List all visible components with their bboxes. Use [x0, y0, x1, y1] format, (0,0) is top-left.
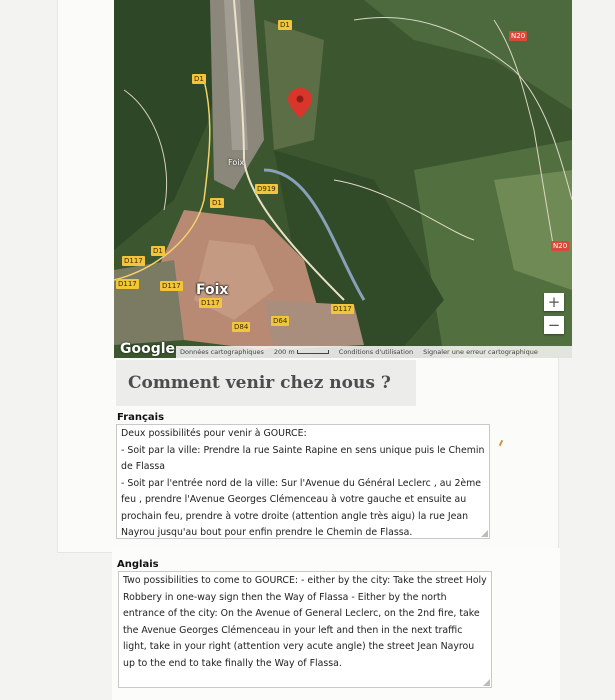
road-label: D117 [118, 280, 137, 288]
resize-handle-icon[interactable] [481, 530, 488, 537]
road-label: D64 [273, 317, 288, 325]
google-logo: Google [120, 341, 176, 357]
road-label: D1 [194, 75, 204, 83]
road-label: D84 [234, 323, 249, 331]
map-scale: 200 m [274, 348, 329, 356]
road-label: D919 [257, 185, 276, 193]
directions-line: Two possibilities to come to GOURCE: - either by the city: Take the street Holy Robbery in one-way sign then the Way of Flassa - Either by the north entrance of the city: On the Avenue of General Leclerc, on the 2nd fire, take the Avenue Georges Clémenceau in your left and then in the next traffic light, take in your right (attention very acute angle) the street Jean Nayrou up to the end to take finally the Way of Flassa. [123, 575, 487, 669]
map-data-credit[interactable]: Données cartographiques [180, 348, 264, 356]
road-label: D1 [280, 21, 290, 29]
national-road-label: N20 [553, 242, 568, 250]
road-label: D117 [333, 305, 352, 313]
map-footer [176, 346, 572, 358]
map-report-link[interactable]: Signaler une erreur cartographique [423, 348, 538, 356]
directions-line: Deux possibilités pour venir à GOURCE: [121, 428, 307, 439]
section-label-french: Français [117, 412, 165, 423]
resize-handle-icon[interactable] [483, 679, 490, 686]
road-label: D1 [212, 199, 222, 207]
zoom-in-button[interactable]: + [544, 293, 564, 311]
road-label: D117 [162, 282, 181, 290]
road-label: D1 [153, 247, 163, 255]
english-directions-textarea[interactable] [118, 571, 492, 688]
town-label: Foix [196, 282, 229, 298]
section-label-english: Anglais [117, 559, 159, 570]
zoom-out-button[interactable]: − [544, 316, 564, 334]
national-road-label: N20 [511, 32, 526, 40]
page-title: Comment venir chez nous ? [128, 373, 391, 393]
directions-line: - Soit par l'entrée nord de la ville: Sur l'Avenue du Général Leclerc , au 2ème feu , prendre l'Avenue Georges Clémenceau à votre gauche et ensuite au prochain feu, prendre à votre droite (attention angle très aigu) la rue Jean Nayrou jusqu'au bout pour enfin prendre le Chemin de Flassa. [121, 477, 482, 538]
map-terms-link[interactable]: Conditions d'utilisation [338, 348, 414, 356]
directions-line: - Soit par la ville: Prendre la rue Sainte Rapine en sens unique puis le Chemin de Flassa [121, 444, 485, 472]
scale-bar-icon [297, 350, 329, 354]
road-label: D117 [124, 257, 143, 265]
french-directions-textarea[interactable] [116, 424, 490, 539]
road-label: D117 [201, 299, 220, 307]
map-view[interactable] [114, 0, 572, 358]
station-label: Foix [228, 158, 245, 167]
page-title-box [116, 360, 416, 406]
